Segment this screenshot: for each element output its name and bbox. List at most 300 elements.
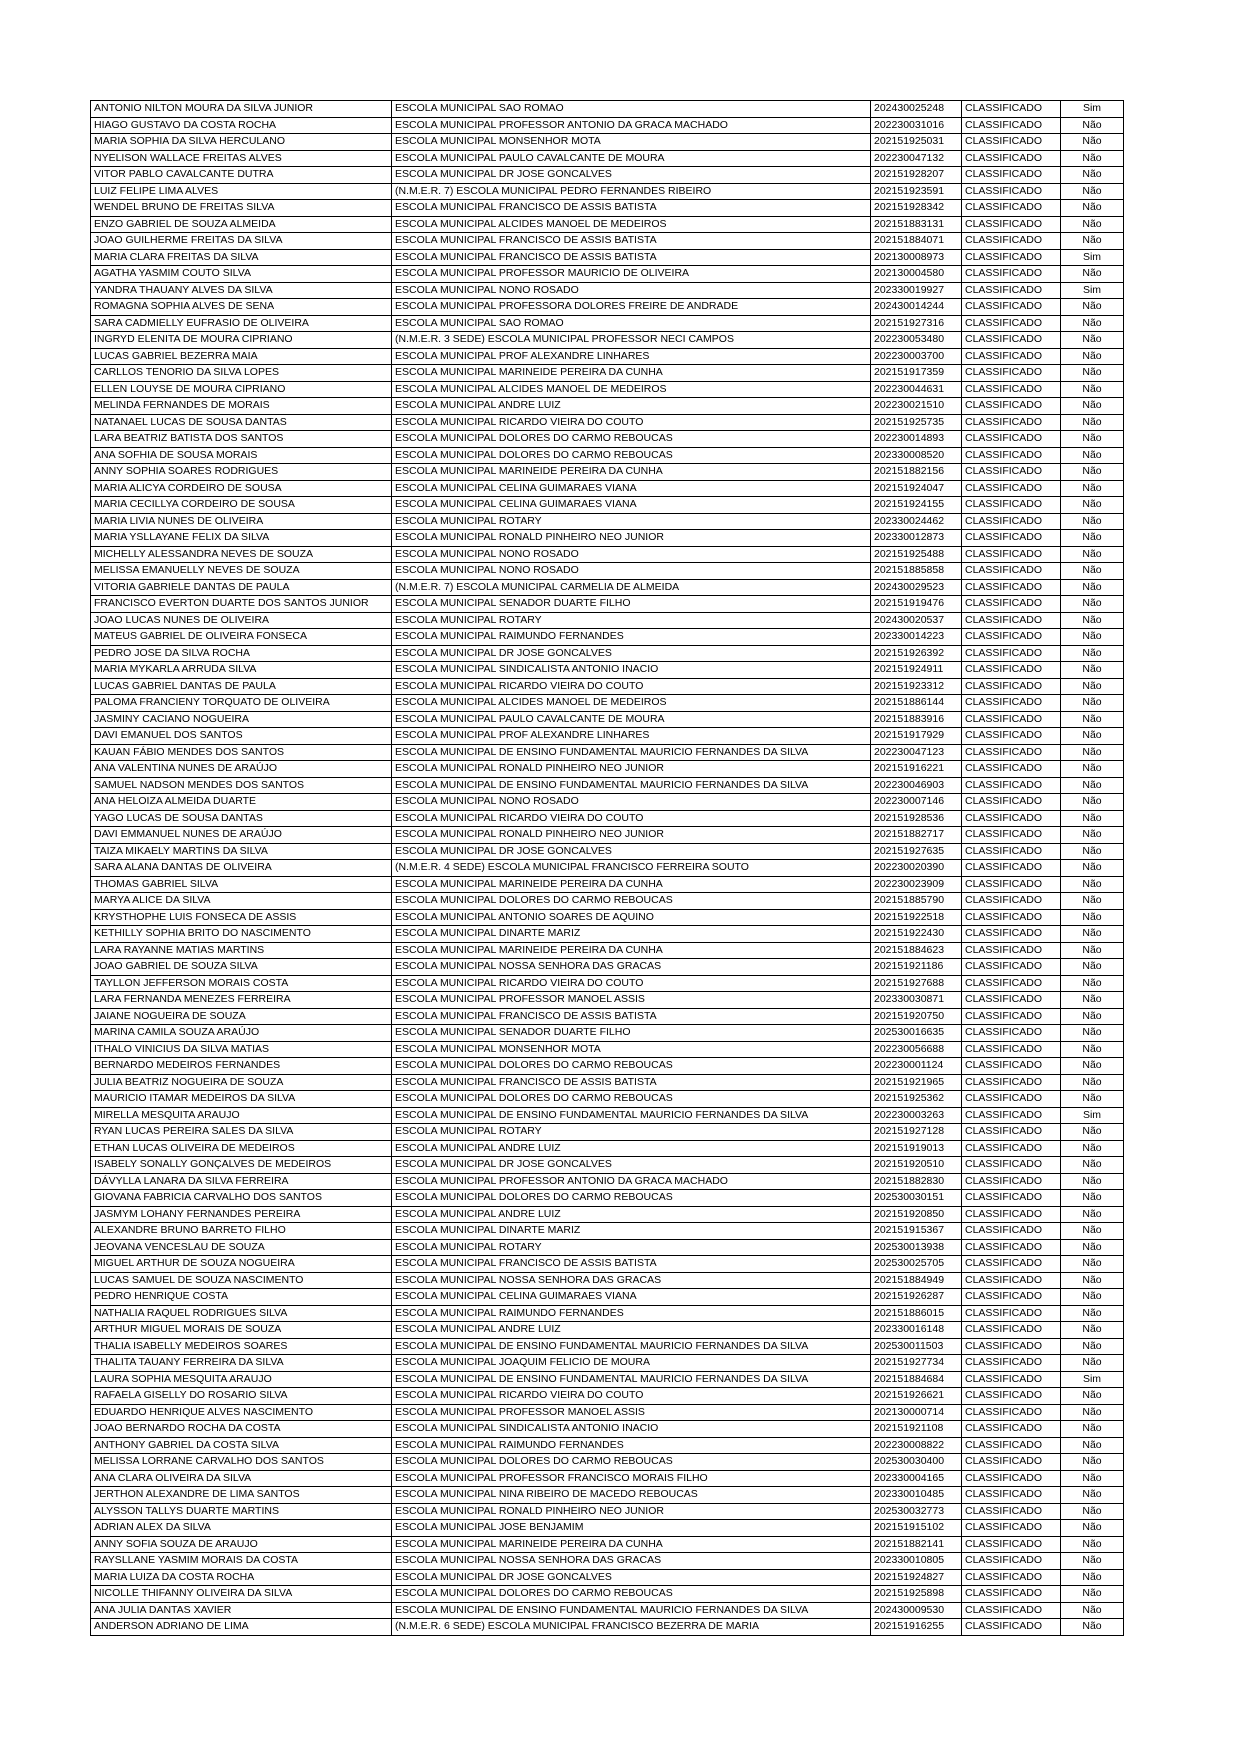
- student-name-cell: NATANAEL LUCAS DE SOUSA DANTAS: [91, 414, 392, 431]
- status-cell: CLASSIFICADO: [962, 827, 1061, 844]
- student-name-cell: ROMAGNA SOPHIA ALVES DE SENA: [91, 299, 392, 316]
- table-row: [91, 1487, 1124, 1504]
- school-cell: ESCOLA MUNICIPAL RICARDO VIEIRA DO COUTO: [392, 1388, 871, 1405]
- school-cell: ESCOLA MUNICIPAL RAIMUNDO FERNANDES: [392, 629, 871, 646]
- attended-cell: Não: [1061, 695, 1124, 712]
- table-row: [91, 1421, 1124, 1438]
- enrollment-cell: 202151927688: [871, 975, 962, 992]
- enrollment-cell: 202330010805: [871, 1553, 962, 1570]
- attended-cell: Não: [1061, 1388, 1124, 1405]
- enrollment-cell: 202530011503: [871, 1338, 962, 1355]
- status-cell: CLASSIFICADO: [962, 1025, 1061, 1042]
- attended-cell: Não: [1061, 150, 1124, 167]
- school-cell: ESCOLA MUNICIPAL CELINA GUIMARAES VIANA: [392, 1289, 871, 1306]
- table-row: [91, 843, 1124, 860]
- enrollment-cell: 202151926287: [871, 1289, 962, 1306]
- table-row: [91, 612, 1124, 629]
- school-cell: ESCOLA MUNICIPAL DINARTE MARIZ: [392, 1223, 871, 1240]
- table-row: [91, 1190, 1124, 1207]
- table-row: [91, 728, 1124, 745]
- student-name-cell: ANTHONY GABRIEL DA COSTA SILVA: [91, 1437, 392, 1454]
- status-cell: CLASSIFICADO: [962, 249, 1061, 266]
- status-cell: CLASSIFICADO: [962, 1421, 1061, 1438]
- status-cell: CLASSIFICADO: [962, 1454, 1061, 1471]
- enrollment-cell: 202151884623: [871, 942, 962, 959]
- enrollment-cell: 202151882141: [871, 1536, 962, 1553]
- attended-cell: Não: [1061, 563, 1124, 580]
- attended-cell: Não: [1061, 1272, 1124, 1289]
- student-name-cell: LAURA SOPHIA MESQUITA ARAUJO: [91, 1371, 392, 1388]
- student-name-cell: TAIZA MIKAELY MARTINS DA SILVA: [91, 843, 392, 860]
- enrollment-cell: 202151916255: [871, 1619, 962, 1636]
- school-cell: ESCOLA MUNICIPAL NOSSA SENHORA DAS GRACAS: [392, 1272, 871, 1289]
- table-row: [91, 497, 1124, 514]
- enrollment-cell: 202230008822: [871, 1437, 962, 1454]
- status-cell: CLASSIFICADO: [962, 893, 1061, 910]
- enrollment-cell: 202230053480: [871, 332, 962, 349]
- attended-cell: Não: [1061, 1124, 1124, 1141]
- status-cell: CLASSIFICADO: [962, 662, 1061, 679]
- student-name-cell: LUCAS GABRIEL BEZERRA MAIA: [91, 348, 392, 365]
- school-cell: ESCOLA MUNICIPAL FRANCISCO DE ASSIS BATISTA: [392, 1256, 871, 1273]
- attended-cell: Não: [1061, 744, 1124, 761]
- table-row: [91, 414, 1124, 431]
- student-name-cell: MELISSA LORRANE CARVALHO DOS SANTOS: [91, 1454, 392, 1471]
- table-row: [91, 299, 1124, 316]
- table-row: [91, 810, 1124, 827]
- enrollment-cell: 202151926621: [871, 1388, 962, 1405]
- table-row: [91, 216, 1124, 233]
- status-cell: CLASSIFICADO: [962, 761, 1061, 778]
- student-name-cell: ALEXANDRE BRUNO BARRETO FILHO: [91, 1223, 392, 1240]
- enrollment-cell: 202151884071: [871, 233, 962, 250]
- table-row: [91, 1091, 1124, 1108]
- student-name-cell: JOAO GUILHERME FREITAS DA SILVA: [91, 233, 392, 250]
- attended-cell: Não: [1061, 1586, 1124, 1603]
- status-cell: CLASSIFICADO: [962, 794, 1061, 811]
- enrollment-cell: 202151882717: [871, 827, 962, 844]
- status-cell: CLASSIFICADO: [962, 464, 1061, 481]
- attended-cell: Não: [1061, 975, 1124, 992]
- school-cell: ESCOLA MUNICIPAL MARINEIDE PEREIRA DA CUNHA: [392, 1536, 871, 1553]
- attended-cell: Não: [1061, 1503, 1124, 1520]
- school-cell: ESCOLA MUNICIPAL PROF ALEXANDRE LINHARES: [392, 728, 871, 745]
- attended-cell: Sim: [1061, 249, 1124, 266]
- student-name-cell: MELISSA EMANUELLY NEVES DE SOUZA: [91, 563, 392, 580]
- student-name-cell: TAYLLON JEFFERSON MORAIS COSTA: [91, 975, 392, 992]
- student-name-cell: GIOVANA FABRICIA CARVALHO DOS SANTOS: [91, 1190, 392, 1207]
- enrollment-cell: 202230001124: [871, 1058, 962, 1075]
- student-name-cell: JOAO GABRIEL DE SOUZA SILVA: [91, 959, 392, 976]
- attended-cell: Não: [1061, 414, 1124, 431]
- school-cell: ESCOLA MUNICIPAL SINDICALISTA ANTONIO INACIO: [392, 662, 871, 679]
- student-name-cell: MARINA CAMILA SOUZA ARAÚJO: [91, 1025, 392, 1042]
- school-cell: ESCOLA MUNICIPAL PROFESSOR MAURICIO DE OLIVEIRA: [392, 266, 871, 283]
- school-cell: ESCOLA MUNICIPAL SENADOR DUARTE FILHO: [392, 1025, 871, 1042]
- student-name-cell: VITOR PABLO CAVALCANTE DUTRA: [91, 167, 392, 184]
- school-cell: ESCOLA MUNICIPAL RICARDO VIEIRA DO COUTO: [392, 414, 871, 431]
- school-cell: ESCOLA MUNICIPAL ALCIDES MANOEL DE MEDEIROS: [392, 381, 871, 398]
- school-cell: ESCOLA MUNICIPAL SINDICALISTA ANTONIO INACIO: [392, 1421, 871, 1438]
- attended-cell: Não: [1061, 348, 1124, 365]
- student-name-cell: EDUARDO HENRIQUE ALVES NASCIMENTO: [91, 1404, 392, 1421]
- status-cell: CLASSIFICADO: [962, 381, 1061, 398]
- status-cell: CLASSIFICADO: [962, 942, 1061, 959]
- school-cell: ESCOLA MUNICIPAL DOLORES DO CARMO REBOUCAS: [392, 1091, 871, 1108]
- status-cell: CLASSIFICADO: [962, 1338, 1061, 1355]
- table-row: [91, 348, 1124, 365]
- table-row: [91, 629, 1124, 646]
- table-row: [91, 398, 1124, 415]
- student-name-cell: DAVI EMMANUEL NUNES DE ARAÚJO: [91, 827, 392, 844]
- student-name-cell: PEDRO JOSE DA SILVA ROCHA: [91, 645, 392, 662]
- student-name-cell: DÁVYLLA LANARA DA SILVA FERREIRA: [91, 1173, 392, 1190]
- table-row: [91, 1586, 1124, 1603]
- attended-cell: Não: [1061, 1025, 1124, 1042]
- school-cell: (N.M.E.R. 3 SEDE) ESCOLA MUNICIPAL PROFESSOR NECI CAMPOS: [392, 332, 871, 349]
- school-cell: ESCOLA MUNICIPAL NONO ROSADO: [392, 563, 871, 580]
- student-name-cell: NATHALIA RAQUEL RODRIGUES SILVA: [91, 1305, 392, 1322]
- table-row: [91, 1388, 1124, 1405]
- table-row: [91, 1008, 1124, 1025]
- school-cell: ESCOLA MUNICIPAL MONSENHOR MOTA: [392, 1041, 871, 1058]
- table-row: [91, 1619, 1124, 1636]
- school-cell: ESCOLA MUNICIPAL SAO ROMAO: [392, 101, 871, 118]
- enrollment-cell: 202230031016: [871, 117, 962, 134]
- enrollment-cell: 202330024462: [871, 513, 962, 530]
- enrollment-cell: 202130000714: [871, 1404, 962, 1421]
- status-cell: CLASSIFICADO: [962, 266, 1061, 283]
- table-row: [91, 678, 1124, 695]
- school-cell: ESCOLA MUNICIPAL DOLORES DO CARMO REBOUCAS: [392, 1190, 871, 1207]
- table-row: [91, 282, 1124, 299]
- table-row: [91, 1223, 1124, 1240]
- enrollment-cell: 202230003700: [871, 348, 962, 365]
- status-cell: CLASSIFICADO: [962, 1553, 1061, 1570]
- status-cell: CLASSIFICADO: [962, 876, 1061, 893]
- enrollment-cell: 202430020537: [871, 612, 962, 629]
- status-cell: CLASSIFICADO: [962, 1173, 1061, 1190]
- attended-cell: Não: [1061, 596, 1124, 613]
- enrollment-cell: 202330010485: [871, 1487, 962, 1504]
- school-cell: ESCOLA MUNICIPAL ROTARY: [392, 612, 871, 629]
- student-name-cell: SAMUEL NADSON MENDES DOS SANTOS: [91, 777, 392, 794]
- enrollment-cell: 202130008973: [871, 249, 962, 266]
- student-name-cell: MARYA ALICE DA SILVA: [91, 893, 392, 910]
- table-row: [91, 1041, 1124, 1058]
- attended-cell: Sim: [1061, 282, 1124, 299]
- school-cell: ESCOLA MUNICIPAL JOAQUIM FELICIO DE MOURA: [392, 1355, 871, 1372]
- attended-cell: Sim: [1061, 1107, 1124, 1124]
- table-row: [91, 645, 1124, 662]
- student-name-cell: RAYSLLANE YASMIM MORAIS DA COSTA: [91, 1553, 392, 1570]
- status-cell: CLASSIFICADO: [962, 1223, 1061, 1240]
- attended-cell: Não: [1061, 299, 1124, 316]
- attended-cell: Não: [1061, 1619, 1124, 1636]
- status-cell: CLASSIFICADO: [962, 695, 1061, 712]
- enrollment-cell: 202151882156: [871, 464, 962, 481]
- table-row: [91, 1520, 1124, 1537]
- enrollment-cell: 202151924827: [871, 1569, 962, 1586]
- table-row: [91, 431, 1124, 448]
- enrollment-cell: 202151920850: [871, 1206, 962, 1223]
- status-cell: CLASSIFICADO: [962, 216, 1061, 233]
- status-cell: CLASSIFICADO: [962, 1503, 1061, 1520]
- enrollment-cell: 202130004580: [871, 266, 962, 283]
- student-name-cell: THALITA TAUANY FERREIRA DA SILVA: [91, 1355, 392, 1372]
- enrollment-cell: 202430025248: [871, 101, 962, 118]
- student-name-cell: ELLEN LOUYSE DE MOURA CIPRIANO: [91, 381, 392, 398]
- attended-cell: Não: [1061, 1338, 1124, 1355]
- table-row: [91, 992, 1124, 1009]
- school-cell: ESCOLA MUNICIPAL SENADOR DUARTE FILHO: [392, 596, 871, 613]
- attended-cell: Não: [1061, 777, 1124, 794]
- school-cell: ESCOLA MUNICIPAL PAULO CAVALCANTE DE MOURA: [392, 711, 871, 728]
- school-cell: ESCOLA MUNICIPAL DR JOSE GONCALVES: [392, 645, 871, 662]
- attended-cell: Não: [1061, 530, 1124, 547]
- table-row: [91, 893, 1124, 910]
- enrollment-cell: 202230003263: [871, 1107, 962, 1124]
- status-cell: CLASSIFICADO: [962, 117, 1061, 134]
- student-name-cell: NYELISON WALLACE FREITAS ALVES: [91, 150, 392, 167]
- status-cell: CLASSIFICADO: [962, 150, 1061, 167]
- status-cell: CLASSIFICADO: [962, 398, 1061, 415]
- status-cell: CLASSIFICADO: [962, 315, 1061, 332]
- enrollment-cell: 202151928536: [871, 810, 962, 827]
- school-cell: ESCOLA MUNICIPAL PROFESSORA DOLORES FREIRE DE ANDRADE: [392, 299, 871, 316]
- student-name-cell: LUCAS GABRIEL DANTAS DE PAULA: [91, 678, 392, 695]
- student-name-cell: THOMAS GABRIEL SILVA: [91, 876, 392, 893]
- attended-cell: Não: [1061, 315, 1124, 332]
- student-name-cell: MIGUEL ARTHUR DE SOUZA NOGUEIRA: [91, 1256, 392, 1273]
- attended-cell: Não: [1061, 216, 1124, 233]
- school-cell: ESCOLA MUNICIPAL RICARDO VIEIRA DO COUTO: [392, 975, 871, 992]
- status-cell: CLASSIFICADO: [962, 546, 1061, 563]
- student-name-cell: RYAN LUCAS PEREIRA SALES DA SILVA: [91, 1124, 392, 1141]
- enrollment-cell: 202151923591: [871, 183, 962, 200]
- student-name-cell: YANDRA THAUANY ALVES DA SILVA: [91, 282, 392, 299]
- attended-cell: Não: [1061, 1454, 1124, 1471]
- enrollment-cell: 202430009530: [871, 1602, 962, 1619]
- enrollment-cell: 202151928342: [871, 200, 962, 217]
- table-row: [91, 975, 1124, 992]
- table-row: [91, 1206, 1124, 1223]
- enrollment-cell: 202330004165: [871, 1470, 962, 1487]
- status-cell: CLASSIFICADO: [962, 1487, 1061, 1504]
- school-cell: ESCOLA MUNICIPAL RONALD PINHEIRO NEO JUNIOR: [392, 827, 871, 844]
- student-name-cell: JEOVANA VENCESLAU DE SOUZA: [91, 1239, 392, 1256]
- enrollment-cell: 202151919013: [871, 1140, 962, 1157]
- enrollment-cell: 202151927128: [871, 1124, 962, 1141]
- student-name-cell: ETHAN LUCAS OLIVEIRA DE MEDEIROS: [91, 1140, 392, 1157]
- student-name-cell: ADRIAN ALEX DA SILVA: [91, 1520, 392, 1537]
- school-cell: ESCOLA MUNICIPAL ANDRE LUIZ: [392, 1206, 871, 1223]
- table-row: [91, 1272, 1124, 1289]
- enrollment-cell: 202151926392: [871, 645, 962, 662]
- status-cell: CLASSIFICADO: [962, 612, 1061, 629]
- attended-cell: Não: [1061, 134, 1124, 151]
- enrollment-cell: 202530025705: [871, 1256, 962, 1273]
- attended-cell: Não: [1061, 233, 1124, 250]
- school-cell: ESCOLA MUNICIPAL DOLORES DO CARMO REBOUCAS: [392, 893, 871, 910]
- attended-cell: Não: [1061, 1553, 1124, 1570]
- student-name-cell: MICHELLY ALESSANDRA NEVES DE SOUZA: [91, 546, 392, 563]
- enrollment-cell: 202151884684: [871, 1371, 962, 1388]
- status-cell: CLASSIFICADO: [962, 563, 1061, 580]
- status-cell: CLASSIFICADO: [962, 365, 1061, 382]
- student-name-cell: KRYSTHOPHE LUIS FONSECA DE ASSIS: [91, 909, 392, 926]
- student-name-cell: MAURICIO ITAMAR MEDEIROS DA SILVA: [91, 1091, 392, 1108]
- attended-cell: Não: [1061, 1206, 1124, 1223]
- enrollment-cell: 202151915367: [871, 1223, 962, 1240]
- table-row: [91, 1239, 1124, 1256]
- status-cell: CLASSIFICADO: [962, 843, 1061, 860]
- school-cell: ESCOLA MUNICIPAL ANDRE LUIZ: [392, 398, 871, 415]
- school-cell: ESCOLA MUNICIPAL CELINA GUIMARAES VIANA: [392, 497, 871, 514]
- school-cell: ESCOLA MUNICIPAL MARINEIDE PEREIRA DA CUNHA: [392, 876, 871, 893]
- student-name-cell: MARIA YSLLAYANE FELIX DA SILVA: [91, 530, 392, 547]
- school-cell: ESCOLA MUNICIPAL SAO ROMAO: [392, 315, 871, 332]
- status-cell: CLASSIFICADO: [962, 1190, 1061, 1207]
- student-name-cell: ANA SOFHIA DE SOUSA MORAIS: [91, 447, 392, 464]
- status-cell: CLASSIFICADO: [962, 678, 1061, 695]
- school-cell: ESCOLA MUNICIPAL DOLORES DO CARMO REBOUCAS: [392, 447, 871, 464]
- school-cell: ESCOLA MUNICIPAL DE ENSINO FUNDAMENTAL MAURICIO FERNANDES DA SILVA: [392, 1371, 871, 1388]
- student-name-cell: JULIA BEATRIZ NOGUEIRA DE SOUZA: [91, 1074, 392, 1091]
- table-row: [91, 513, 1124, 530]
- student-name-cell: THALIA ISABELLY MEDEIROS SOARES: [91, 1338, 392, 1355]
- status-cell: CLASSIFICADO: [962, 1355, 1061, 1372]
- status-cell: CLASSIFICADO: [962, 1074, 1061, 1091]
- table-row: [91, 530, 1124, 547]
- enrollment-cell: 202151924911: [871, 662, 962, 679]
- status-cell: CLASSIFICADO: [962, 579, 1061, 596]
- table-row: [91, 777, 1124, 794]
- school-cell: ESCOLA MUNICIPAL CELINA GUIMARAES VIANA: [392, 480, 871, 497]
- attended-cell: Não: [1061, 810, 1124, 827]
- enrollment-cell: 202230014893: [871, 431, 962, 448]
- school-cell: ESCOLA MUNICIPAL DR JOSE GONCALVES: [392, 167, 871, 184]
- table-row: [91, 101, 1124, 118]
- table-row: [91, 1437, 1124, 1454]
- student-name-cell: ANNY SOPHIA SOARES RODRIGUES: [91, 464, 392, 481]
- table-row: [91, 1569, 1124, 1586]
- status-cell: CLASSIFICADO: [962, 134, 1061, 151]
- school-cell: ESCOLA MUNICIPAL DOLORES DO CARMO REBOUCAS: [392, 1454, 871, 1471]
- school-cell: ESCOLA MUNICIPAL DOLORES DO CARMO REBOUCAS: [392, 1058, 871, 1075]
- table-row: [91, 794, 1124, 811]
- school-cell: ESCOLA MUNICIPAL NONO ROSADO: [392, 546, 871, 563]
- student-name-cell: ANA JULIA DANTAS XAVIER: [91, 1602, 392, 1619]
- status-cell: CLASSIFICADO: [962, 480, 1061, 497]
- attended-cell: Não: [1061, 117, 1124, 134]
- table-row: [91, 381, 1124, 398]
- status-cell: CLASSIFICADO: [962, 414, 1061, 431]
- school-cell: ESCOLA MUNICIPAL ANDRE LUIZ: [392, 1322, 871, 1339]
- status-cell: CLASSIFICADO: [962, 1388, 1061, 1405]
- school-cell: ESCOLA MUNICIPAL NINA RIBEIRO DE MACEDO REBOUCAS: [392, 1487, 871, 1504]
- student-name-cell: PEDRO HENRIQUE COSTA: [91, 1289, 392, 1306]
- attended-cell: Não: [1061, 1058, 1124, 1075]
- student-name-cell: WENDEL BRUNO DE FREITAS SILVA: [91, 200, 392, 217]
- school-cell: ESCOLA MUNICIPAL DR JOSE GONCALVES: [392, 1569, 871, 1586]
- enrollment-cell: 202530032773: [871, 1503, 962, 1520]
- enrollment-cell: 202151922518: [871, 909, 962, 926]
- school-cell: ESCOLA MUNICIPAL PROFESSOR MANOEL ASSIS: [392, 1404, 871, 1421]
- attended-cell: Não: [1061, 398, 1124, 415]
- school-cell: ESCOLA MUNICIPAL FRANCISCO DE ASSIS BATISTA: [392, 1074, 871, 1091]
- school-cell: ESCOLA MUNICIPAL DR JOSE GONCALVES: [392, 843, 871, 860]
- table-row: [91, 579, 1124, 596]
- table-row: [91, 1553, 1124, 1570]
- student-name-cell: MARIA LUIZA DA COSTA ROCHA: [91, 1569, 392, 1586]
- school-cell: ESCOLA MUNICIPAL ROTARY: [392, 1124, 871, 1141]
- student-name-cell: ANDERSON ADRIANO DE LIMA: [91, 1619, 392, 1636]
- enrollment-cell: 202430014244: [871, 299, 962, 316]
- enrollment-cell: 202151917359: [871, 365, 962, 382]
- school-cell: ESCOLA MUNICIPAL ROTARY: [392, 513, 871, 530]
- table-row: [91, 183, 1124, 200]
- student-name-cell: NICOLLE THIFANNY OLIVEIRA DA SILVA: [91, 1586, 392, 1603]
- table-row: [91, 1503, 1124, 1520]
- school-cell: ESCOLA MUNICIPAL DE ENSINO FUNDAMENTAL MAURICIO FERNANDES DA SILVA: [392, 777, 871, 794]
- attended-cell: Não: [1061, 1140, 1124, 1157]
- table-row: [91, 926, 1124, 943]
- enrollment-cell: 202151882830: [871, 1173, 962, 1190]
- table-row: [91, 134, 1124, 151]
- student-name-cell: JOAO LUCAS NUNES DE OLIVEIRA: [91, 612, 392, 629]
- enrollment-cell: 202151923312: [871, 678, 962, 695]
- enrollment-cell: 202530013938: [871, 1239, 962, 1256]
- status-cell: CLASSIFICADO: [962, 431, 1061, 448]
- enrollment-cell: 202530030400: [871, 1454, 962, 1471]
- enrollment-cell: 202330008520: [871, 447, 962, 464]
- table-row: [91, 1355, 1124, 1372]
- school-cell: ESCOLA MUNICIPAL DINARTE MARIZ: [392, 926, 871, 943]
- school-cell: ESCOLA MUNICIPAL MARINEIDE PEREIRA DA CUNHA: [392, 464, 871, 481]
- attended-cell: Não: [1061, 1437, 1124, 1454]
- enrollment-cell: 202330019927: [871, 282, 962, 299]
- enrollment-cell: 202151886144: [871, 695, 962, 712]
- attended-cell: Não: [1061, 662, 1124, 679]
- status-cell: CLASSIFICADO: [962, 332, 1061, 349]
- school-cell: ESCOLA MUNICIPAL MARINEIDE PEREIRA DA CUNHA: [392, 365, 871, 382]
- table-row: [91, 1289, 1124, 1306]
- school-cell: ESCOLA MUNICIPAL DE ENSINO FUNDAMENTAL MAURICIO FERNANDES DA SILVA: [392, 1338, 871, 1355]
- student-name-cell: ITHALO VINICIUS DA SILVA MATIAS: [91, 1041, 392, 1058]
- student-name-cell: KAUAN FÁBIO MENDES DOS SANTOS: [91, 744, 392, 761]
- student-name-cell: ISABELY SONALLY GONÇALVES DE MEDEIROS: [91, 1157, 392, 1174]
- attended-cell: Não: [1061, 678, 1124, 695]
- classification-results-table: [90, 100, 1124, 1636]
- enrollment-cell: 202151925488: [871, 546, 962, 563]
- table-row: [91, 860, 1124, 877]
- enrollment-cell: 202151927635: [871, 843, 962, 860]
- student-name-cell: ANTONIO NILTON MOURA DA SILVA JUNIOR: [91, 101, 392, 118]
- status-cell: CLASSIFICADO: [962, 860, 1061, 877]
- table-row: [91, 761, 1124, 778]
- school-cell: ESCOLA MUNICIPAL PROFESSOR ANTONIO DA GRACA MACHADO: [392, 1173, 871, 1190]
- attended-cell: Não: [1061, 332, 1124, 349]
- status-cell: CLASSIFICADO: [962, 1404, 1061, 1421]
- student-name-cell: BERNARDO MEDEIROS FERNANDES: [91, 1058, 392, 1075]
- status-cell: CLASSIFICADO: [962, 1520, 1061, 1537]
- attended-cell: Não: [1061, 1074, 1124, 1091]
- enrollment-cell: 202151885858: [871, 563, 962, 580]
- school-cell: ESCOLA MUNICIPAL RICARDO VIEIRA DO COUTO: [392, 810, 871, 827]
- school-cell: ESCOLA MUNICIPAL ROTARY: [392, 1239, 871, 1256]
- table-row: [91, 827, 1124, 844]
